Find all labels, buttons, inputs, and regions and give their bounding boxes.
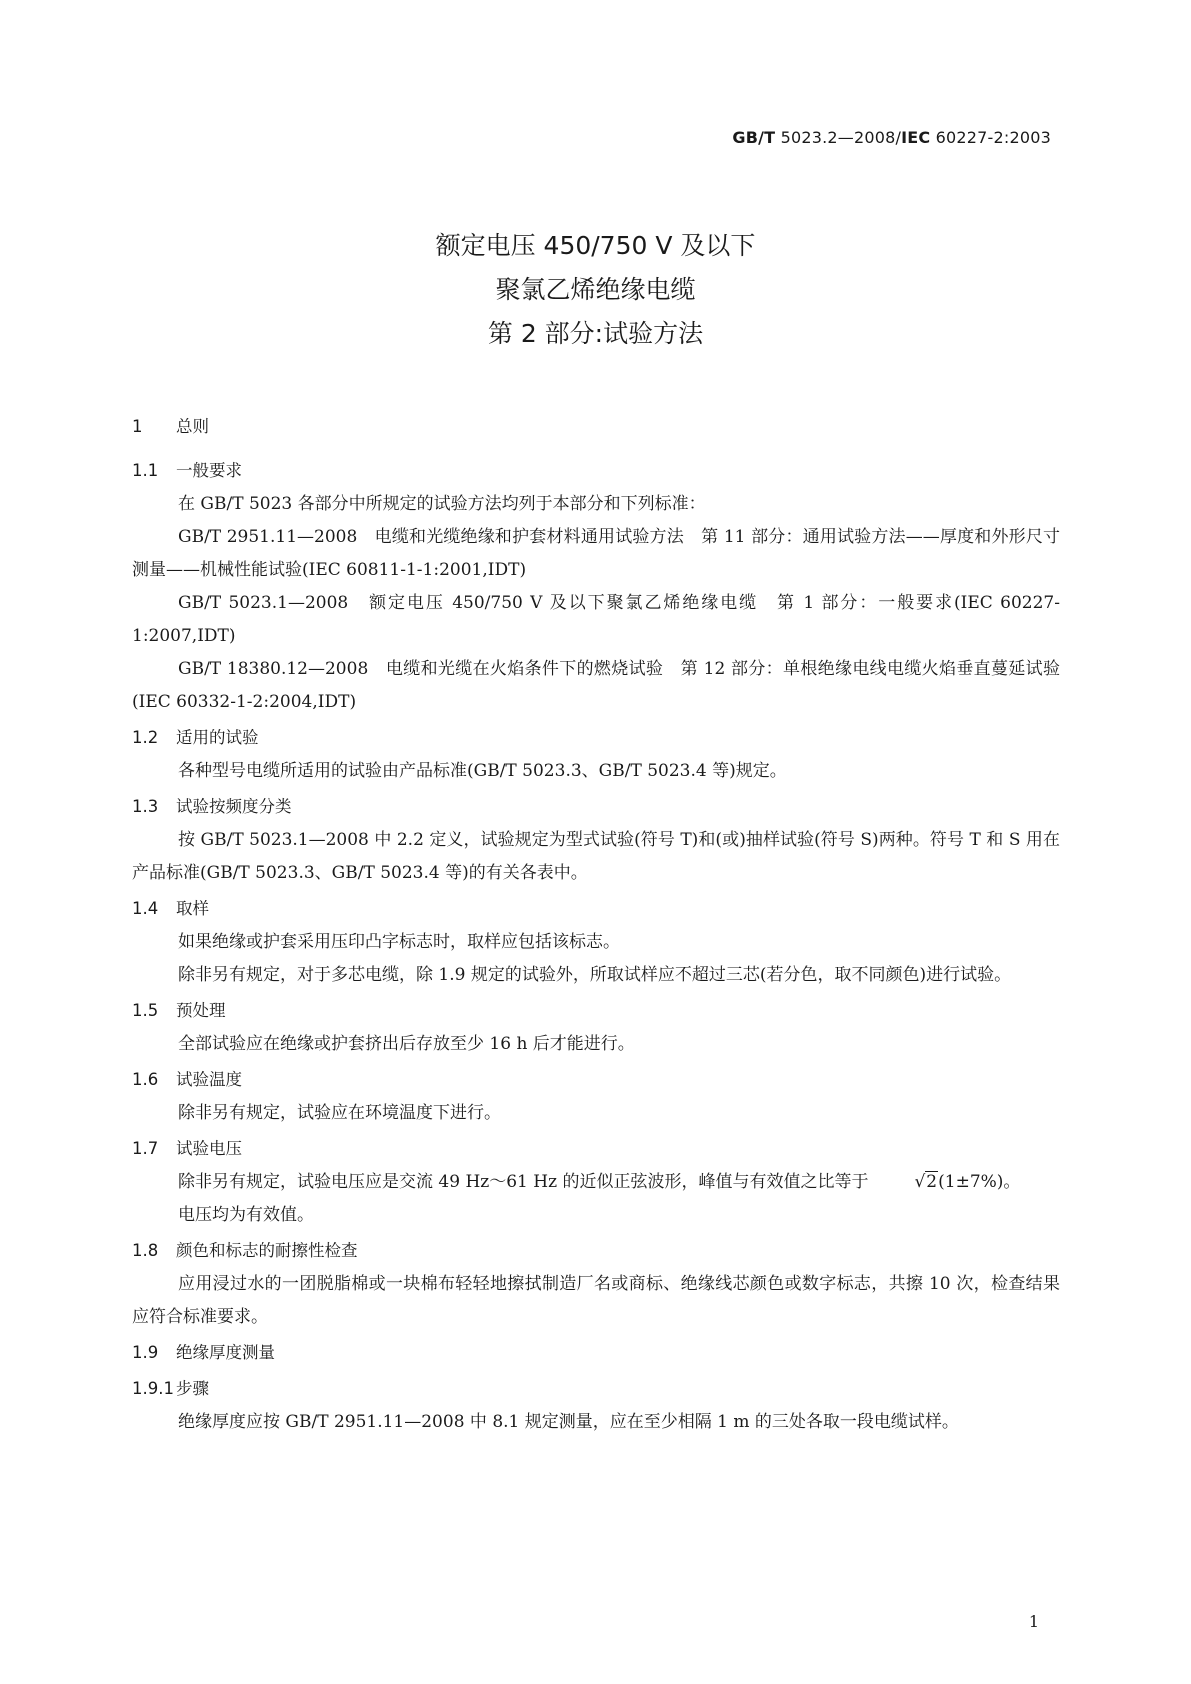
paragraph: GB/T 18380.12—2008 电缆和光缆在火焰条件下的燃烧试验 第 12 部分：单根绝缘电线电缆火焰垂直蔓延试验(IEC 60332-1-2:2004,IDT) [132, 659, 1060, 712]
section-heading [132, 1234, 1060, 1268]
section-heading [132, 1132, 1060, 1166]
document-header [732, 128, 1051, 147]
section-heading [132, 721, 1060, 755]
section-heading [132, 454, 1060, 488]
paragraph: 各种型号电缆所适用的试验由产品标准(GB/T 5023.3、GB/T 5023.4 等)规定。 [178, 761, 787, 781]
document-body [132, 408, 1060, 1439]
section-number: 1.5 [132, 1001, 159, 1020]
paragraph: 除非另有规定，对于多芯电缆，除 1.9 规定的试验外，所取试样应不超过三芯(若分色，取不同颜色)进行试验。 [178, 965, 1012, 985]
paragraph: 除非另有规定，试验应在环境温度下进行。 [178, 1103, 501, 1123]
section-title: 取样 [176, 899, 209, 918]
section-heading [132, 892, 1060, 926]
paragraph: GB/T 5023.1—2008 额定电压 450/750 V 及以下聚氯乙烯绝缘电缆 第 1 部分：一般要求(IEC 60227-1:2007,IDT) [132, 593, 1060, 646]
paragraph: 按 GB/T 5023.1—2008 中 2.2 定义，试验规定为型式试验(符号 T)和(或)抽样试验(符号 S)两种。符号 T 和 S 用在产品标准(GB/T 5023.3、GB/T 5023.4 等)的有关各表中。 [132, 830, 1060, 883]
section-number: 1.9.1 [132, 1379, 174, 1398]
paragraph: GB/T 2951.11—2008 电缆和光缆绝缘和护套材料通用试验方法 第 11 部分：通用试验方法——厚度和外形尺寸测量——机械性能试验(IEC 60811-1-1:2001,IDT) [132, 527, 1060, 580]
paragraph: 绝缘厚度应按 GB/T 2951.11—2008 中 8.1 规定测量，应在至少相隔 1 m 的三处各取一段电缆试样。 [178, 1412, 959, 1432]
section-title: 绝缘厚度测量 [176, 1343, 275, 1362]
title-line-2: 聚氯乙烯绝缘电缆 [495, 275, 696, 304]
sqrt-expression [868, 1166, 938, 1199]
section-title: 总则 [176, 417, 209, 436]
tolerance-text: (1±7%)。 [938, 1172, 1021, 1192]
section-number: 1.2 [132, 728, 159, 747]
page-number: 1 [1028, 1612, 1039, 1631]
section-title: 颜色和标志的耐擦性检查 [176, 1241, 358, 1260]
section-heading [132, 790, 1060, 824]
section-number: 1.6 [132, 1070, 159, 1089]
sqrt-sign: √ [914, 1172, 926, 1192]
section-title: 试验温度 [176, 1070, 242, 1089]
section-number: 1 [132, 417, 143, 436]
section-number: 1.3 [132, 797, 159, 816]
title-line-1: 额定电压 450/750 V 及以下 [435, 231, 756, 260]
header-gb: GB/T [732, 128, 776, 147]
section-heading [132, 1063, 1060, 1097]
title-line-3: 第 2 部分:试验方法 [487, 319, 704, 348]
sqrt-radicand: 2 [926, 1172, 938, 1192]
section-heading [132, 1372, 1060, 1406]
section-title: 步骤 [176, 1379, 209, 1398]
section-number: 1.8 [132, 1241, 159, 1260]
section-heading [132, 1336, 1060, 1370]
paragraph: 电压均为有效值。 [178, 1205, 314, 1225]
section-title: 一般要求 [176, 461, 242, 480]
section-number: 1.1 [132, 461, 159, 480]
header-number: 5023.2—2008/ [780, 128, 902, 147]
paragraph: 应用浸过水的一团脱脂棉或一块棉布轻轻地擦拭制造厂名或商标、绝缘线芯颜色或数字标志，共擦 10 次，检查结果应符合标准要求。 [132, 1274, 1060, 1327]
header-iec-number: 60227-2:2003 [935, 128, 1051, 147]
document-title [0, 224, 1191, 356]
paragraph [132, 1166, 1060, 1199]
section-number: 1.4 [132, 899, 159, 918]
section-heading [132, 410, 1060, 444]
section-number: 1.7 [132, 1139, 159, 1158]
header-iec: IEC [901, 128, 931, 147]
section-title: 试验电压 [176, 1139, 242, 1158]
paragraph: 在 GB/T 5023 各部分中所规定的试验方法均列于本部分和下列标准： [178, 494, 706, 514]
section-title: 试验按频度分类 [176, 797, 292, 816]
section-number: 1.9 [132, 1343, 159, 1362]
section-heading [132, 994, 1060, 1028]
section-title: 预处理 [176, 1001, 226, 1020]
paragraph: 全部试验应在绝缘或护套挤出后存放至少 16 h 后才能进行。 [178, 1034, 635, 1054]
voltage-text: 除非另有规定，试验电压应是交流 49 Hz～61 Hz 的近似正弦波形，峰值与有效值之比等于 [178, 1172, 869, 1192]
paragraph: 如果绝缘或护套采用压印凸字标志时，取样应包括该标志。 [178, 932, 620, 952]
section-title: 适用的试验 [176, 728, 259, 747]
